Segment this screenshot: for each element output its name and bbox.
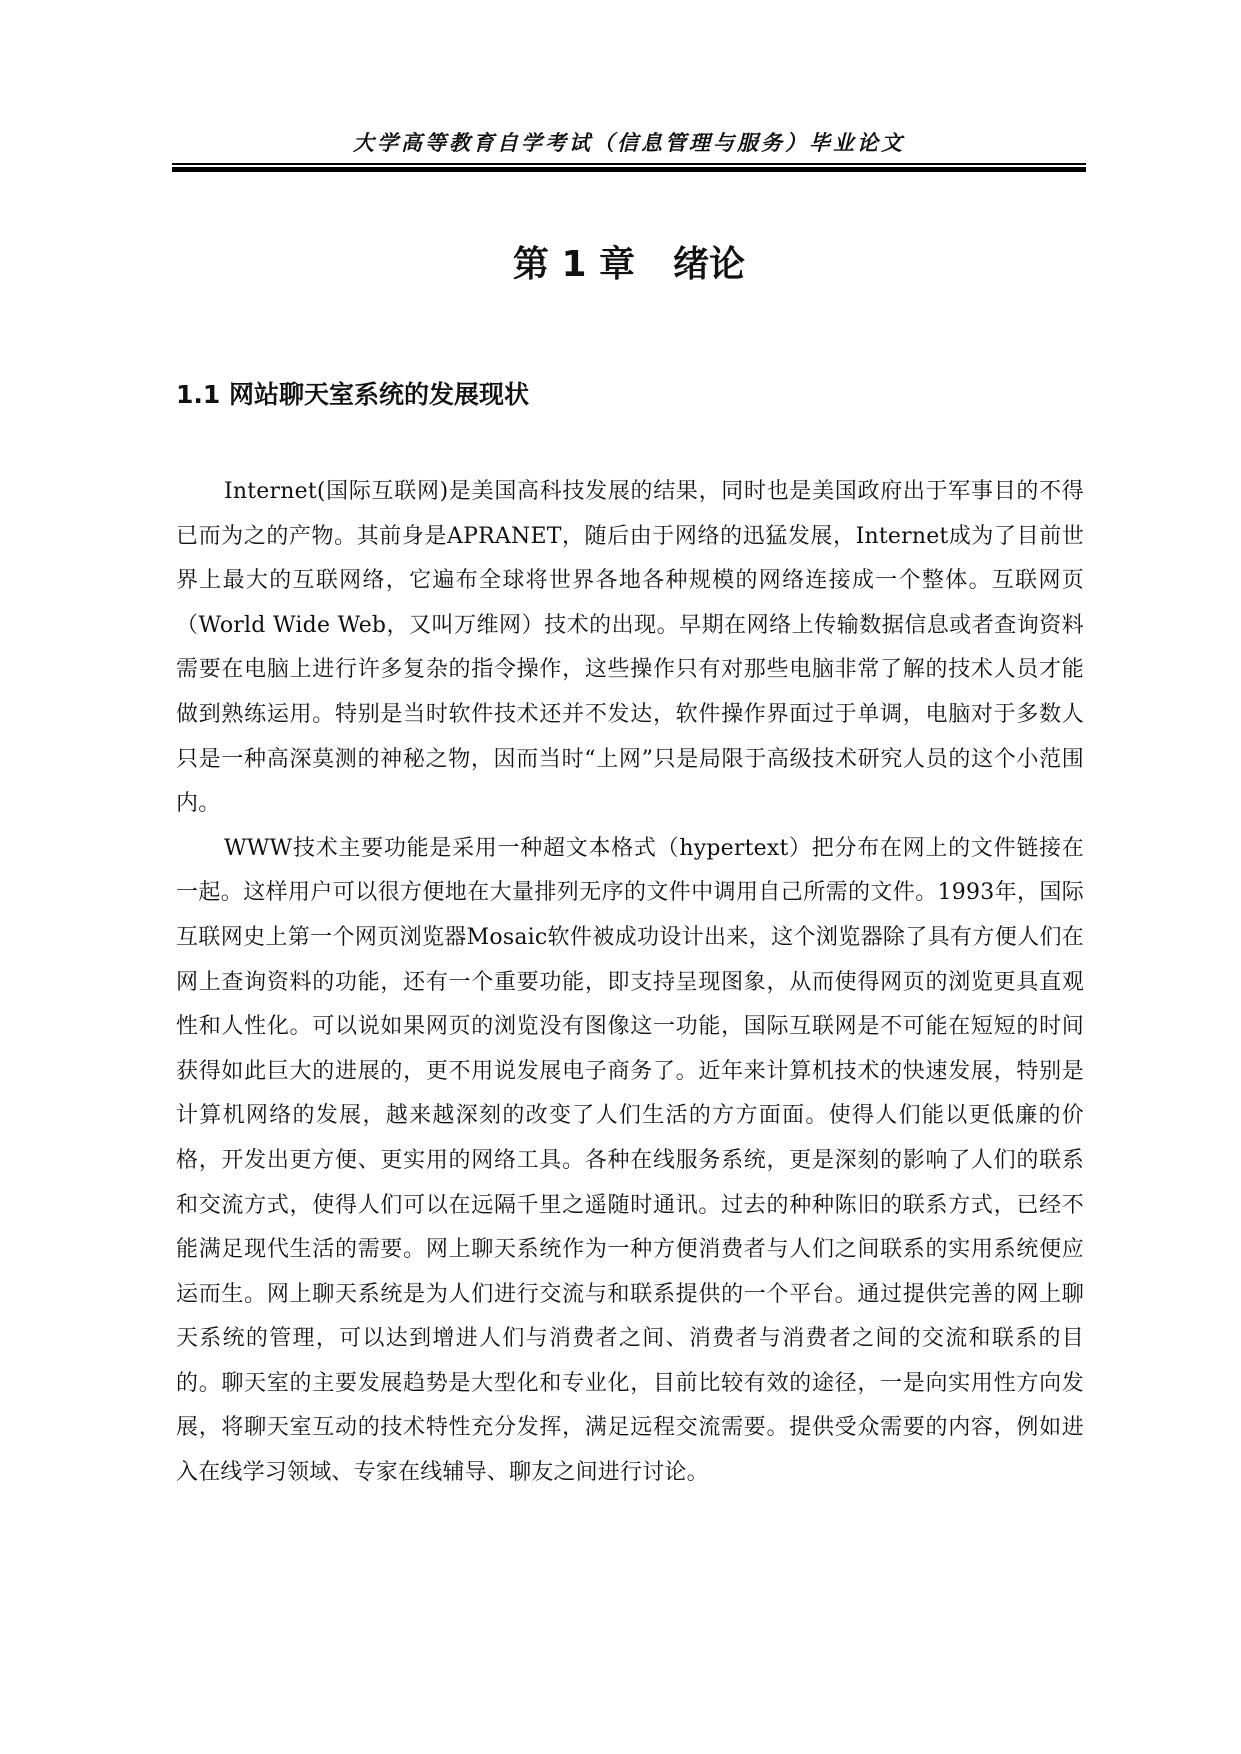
chapter-title xyxy=(172,240,1086,290)
paragraph: WWW技术主要功能是采用一种超文本格式（hypertext）把分布在网上的文件链接在一起。这样用户可以很方便地在大量排列无序的文件中调用自己所需的文件。1993年，国际互联网史上第一个网页浏览器Mosaic软件被成功设计出来，这个浏览器除了具有方便人们在网上查询资料的功能，还有一个重要功能，即支持呈现图象，从而使得网页的浏览更具直观性和人性化。可以说如果网页的浏览没有图像这一功能，国际互联网是不可能在短短的时间获得如此巨大的进展的，更不用说发展电子商务了。近年来计算机技术的快速发展，特别是计算机网络的发展，越来越深刻的改变了人们生活的方方面面。使得人们能以更低廉的价格，开发出更方便、更实用的网络工具。各种在线服务系统，更是深刻的影响了人们的联系和交流方式，使得人们可以在远隔千里之遥随时通讯。过去的种种陈旧的联系方式，已经不能满足现代生活的需要。网上聊天系统作为一种方便消费者与人们之间联系的实用系统便应运而生。网上聊天系统是为人们进行交流与和联系提供的一个平台。通过提供完善的网上聊天系统的管理，可以达到增进人们与消费者之间、消费者与消费者之间的交流和联系的目的。聊天室的主要发展趋势是大型化和专业化，目前比较有效的途径，一是向实用性方向发展，将聊天室互动的技术特性充分发挥，满足远程交流需要。提供受众需要的内容，例如进入在线学习领域、专家在线辅导、聊友之间进行讨论。 xyxy=(176,835,1084,1486)
section-title: 1.1 网站聊天室系统的发展现状 xyxy=(176,380,529,409)
chapter-name: 绪论 xyxy=(673,244,746,285)
running-header: 大学高等教育自学考试（信息管理与服务）毕业论文 xyxy=(353,130,905,155)
header-rule-thin xyxy=(172,163,1086,165)
header-rule-thick xyxy=(172,167,1086,172)
body-text xyxy=(176,470,1084,1496)
chapter-number: 第 1 章 xyxy=(512,244,636,285)
paragraph: Internet(国际互联网)是美国高科技发展的结果，同时也是美国政府出于军事目的不得已而为之的产物。其前身是APRANET，随后由于网络的迅猛发展，Internet成为了目前世界上最大的互联网络，它遍布全球将世界各地各种规模的网络连接成一个整体。互联网页（World Wide Web，又叫万维网）技术的出现。早期在网络上传输数据信息或者查询资料需要在电脑上进行许多复杂的指令操作，这些操作只有对那些电脑非常了解的技术人员才能做到熟练运用。特别是当时软件技术还并不发达，软件操作界面过于单调，电脑对于多数人只是一种高深莫测的神秘之物，因而当时“上网”只是局限于高级技术研究人员的这个小范围内。 xyxy=(176,479,1084,817)
